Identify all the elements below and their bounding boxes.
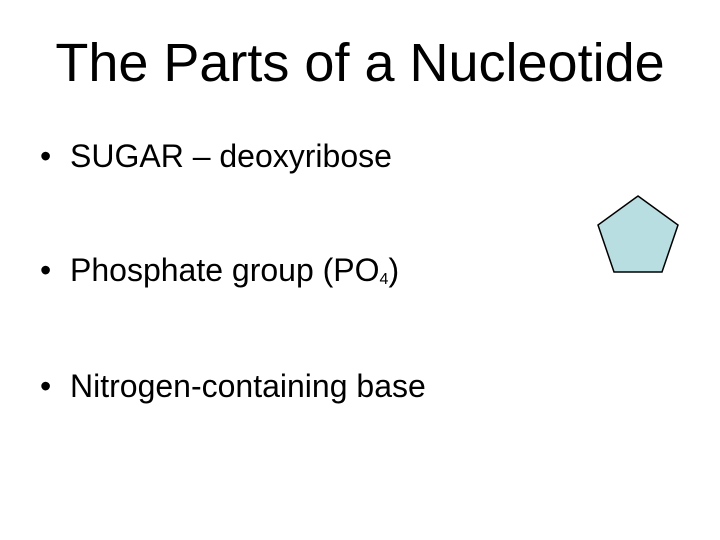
bullet-marker: •: [40, 368, 52, 404]
bullet-base: [40, 366, 426, 406]
bullet-text: SUGAR – deoxyribose: [70, 138, 392, 174]
bullet-suffix: ): [388, 252, 400, 288]
bullet-text: Nitrogen-containing base: [70, 368, 426, 404]
bullet-text: Phosphate group (PO: [70, 252, 380, 288]
bullet-sugar: [40, 136, 392, 176]
bullet-marker: •: [40, 252, 52, 288]
bullet-phosphate: [40, 250, 399, 300]
pentagon-icon: [596, 194, 680, 274]
slide-title: The Parts of a Nucleotide: [55, 33, 665, 93]
bullet-subscript: 4: [379, 271, 389, 288]
bullet-marker: •: [40, 138, 52, 174]
pentagon-shape: [598, 196, 678, 272]
